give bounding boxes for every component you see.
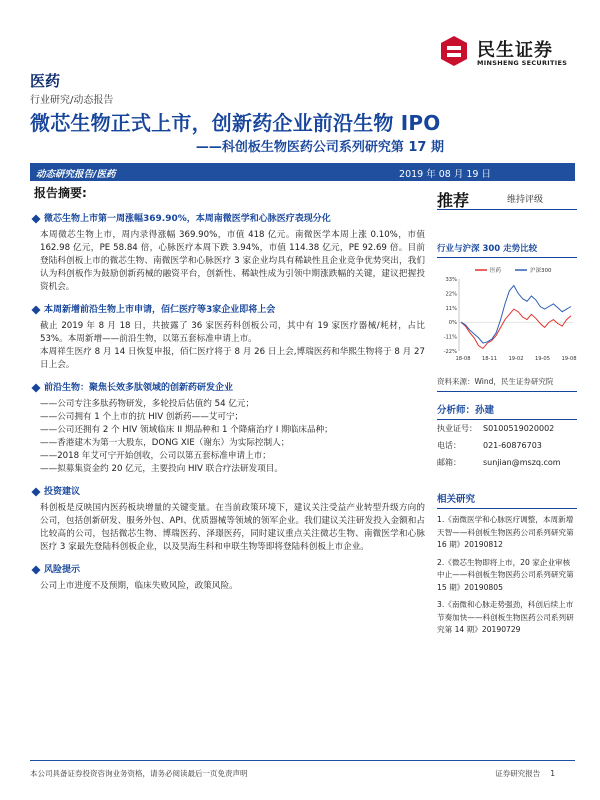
- x-tick-label: 19-05: [534, 356, 551, 362]
- page-number: 1: [550, 769, 555, 778]
- section-body: [30, 320, 425, 372]
- related-report[interactable]: 2.《微芯生物即将上市，20 家企业审核中止——科创板生物医药公司系列研究第 15 期》20190805: [437, 557, 574, 592]
- section-heading-text: 微芯生物上市第一周涨幅369.90%，本周南微医学和心脉医疗表现分化: [44, 214, 331, 224]
- related-report[interactable]: 1.《南微医学和心脉医疗调整，本周新增天智——科创板生物医药公司系列研究第 16 期》20190812: [437, 515, 574, 549]
- series-line-0: [461, 309, 571, 348]
- paragraph: ——2018 年艾可宁开始创收，公司以第五套标准申请上市；: [40, 451, 271, 461]
- x-tick-label: 19-08: [561, 356, 577, 362]
- y-tick-label: 0%: [448, 320, 457, 327]
- section-heading-text: 风险提示: [44, 565, 81, 575]
- section-heading: [30, 304, 425, 317]
- x-tick-label: 18-08: [455, 356, 471, 362]
- trend-chart: [437, 263, 577, 368]
- brand-name-cn: 民生证券: [477, 40, 553, 61]
- related-report[interactable]: 3.《南微和心脉走势强劲，科创后续上市节奏加快——科创板生物医药公司系列研究第 14 期》20190729: [437, 600, 574, 634]
- y-tick-label: -22%: [443, 349, 457, 355]
- report-date: 2019 年 08 月 19 日: [399, 169, 491, 180]
- paragraph: 本周微芯生物上市，周内录得涨幅 369.90%，市值 418 亿元。南微医学本周上涨 0.10%，市值 162.98 亿元，PE 58.84 倍，心脉医疗本周下跌 3.94%，市值 114.38 亿元，PE 92.69 倍。目前登陆科创板上市的微芯生物、南微医学和心脉医疗 3 家企业均具有稀缺性且企业竞争优势突出，我们认为科创板作为鼓励创新药械的融资平台，创新性、稀缺性成为引领中期涨跌幅的关键，建议把握投资机会。: [40, 230, 425, 292]
- paragraph: 科创板是反映国内医药板块增量的关键变量。在当前政策环境下，建议关注受益产业转型升级方向的公司，包括创新研发、服务外包、API、优质器械等领域的领军企业。我们建议关注研发投入金额和占比较高的公司，包括微芯生物、博瑞医药、泽璟医药，同时建议重点关注微芯生物、南微医学和心脉医疗 3 家最先登陆科创板企业，以及昊海生科和申联生物等即将登陆科创板上市企业。: [40, 503, 425, 552]
- legend-label: 医药: [490, 268, 502, 274]
- analyst-info-row: [437, 437, 577, 454]
- footer-label: 证券研究报告: [495, 769, 541, 778]
- paragraph: 截止 2019 年 8 月 18 日，共披露了 36 家医药科创板公司，其中有 19 家医疗器械/耗材，占比 53%。本周新增——前沿生物，以第五套标准申请上市。: [40, 321, 425, 344]
- industry-label: 医药: [30, 72, 61, 90]
- y-tick-label: 33%: [445, 277, 457, 283]
- footer-divider: [30, 760, 575, 761]
- paragraph: ——公司还拥有 2 个 HIV 领域临床 II 期品种和 1 个降痛治疗 I 期临床品种；: [40, 425, 333, 435]
- rating-label: 推荐: [437, 191, 470, 210]
- report-band: [30, 163, 575, 181]
- info-value: S0100519020002: [483, 424, 555, 433]
- paragraph: ——公司专注多肽药物研发，多轮投后估值约 54 亿元；: [40, 399, 255, 409]
- analyst-info-row: [437, 454, 577, 471]
- section-heading: [30, 213, 425, 226]
- report-subtitle: ——科创板生物医药公司系列研究第 17 期: [195, 140, 444, 155]
- chart-title: 行业与沪深 300 走势比较: [437, 242, 577, 258]
- y-tick-label: 22%: [445, 291, 457, 298]
- section-heading-text: 本周新增前沿生物上市申请，佰仁医疗等3家企业即将上会: [44, 305, 276, 315]
- section-heading: [30, 382, 425, 395]
- paragraph: ——香港建木为第一大股东，DONG XIE（谢东）为实际控制人；: [40, 438, 290, 448]
- diamond-bullet-icon: [31, 383, 40, 392]
- rating-sub: 维持评级: [507, 195, 544, 205]
- section-body: [30, 502, 425, 554]
- series-line-1: [461, 286, 571, 344]
- info-key: 执业证号：: [437, 424, 477, 433]
- chart-source: 资料来源：Wind，民生证券研究院: [437, 376, 577, 392]
- band-category: 动态研究报告/医药: [36, 169, 116, 180]
- paragraph: ——公司拥有 1 个上市的抗 HIV 创新药——艾可宁；: [40, 412, 244, 422]
- info-value[interactable]: sunjian@mszq.com: [483, 458, 561, 467]
- analyst-info-row: [437, 420, 577, 437]
- sidebar-column: [437, 184, 577, 637]
- analyst-info: [437, 420, 577, 471]
- legend-label: 沪深300: [530, 268, 552, 274]
- paragraph: ——拟募集资金约 20 亿元，主要投向 HIV 联合疗法研发项目。: [40, 464, 283, 474]
- section-heading: [30, 564, 425, 577]
- x-tick-label: 18-11: [481, 356, 498, 362]
- section-heading-text: 投资建议: [44, 487, 81, 497]
- section-heading: [30, 486, 425, 499]
- section-body: [30, 580, 425, 593]
- info-key: 电话：: [437, 441, 461, 450]
- summary-column: [30, 184, 425, 603]
- analyst-title: 分析师：孙建: [437, 402, 577, 420]
- footer-disclaimer: 本公司具备证券投资咨询业务资格，请务必阅读最后一页免责声明: [30, 769, 248, 778]
- related-list: [437, 514, 577, 637]
- y-tick-label: -11%: [443, 334, 457, 341]
- report-type: 行业研究/动态报告: [30, 95, 114, 106]
- brand-logo: [437, 34, 587, 70]
- rating-box: [437, 184, 577, 210]
- related-title: 相关研究: [437, 491, 577, 509]
- diamond-bullet-icon: [31, 305, 40, 314]
- section-heading-text: 前沿生物：聚焦长效多肽领域的创新药研发企业: [44, 383, 234, 393]
- info-key: 邮箱：: [437, 458, 461, 467]
- diamond-bullet-icon: [31, 214, 40, 223]
- paragraph: 本周祥生医疗 8 月 14 日恢复申报，佰仁医疗将于 8 月 26 日上会,博瑞医药和华熙生物将于 8 月 27 日上会。: [40, 347, 425, 370]
- section-body: [30, 398, 425, 476]
- minsheng-logo-icon: [437, 34, 471, 68]
- diamond-bullet-icon: [31, 487, 40, 496]
- paragraph: 公司上市进度不及预期，临床失败风险，政策风险。: [40, 581, 238, 591]
- y-tick-label: 11%: [445, 305, 457, 312]
- summary-title: 报告摘要:: [34, 186, 87, 200]
- section-body: [30, 229, 425, 294]
- report-title: 微芯生物正式上市，创新药企业前沿生物 IPO: [30, 111, 441, 135]
- info-value: 021-60876703: [483, 441, 542, 450]
- footer-right: [485, 768, 555, 779]
- brand-name-en: MINSHENG SECURITIES: [477, 59, 568, 67]
- x-tick-label: 19-02: [508, 356, 524, 362]
- summary-sections: [30, 213, 425, 593]
- diamond-bullet-icon: [31, 565, 40, 574]
